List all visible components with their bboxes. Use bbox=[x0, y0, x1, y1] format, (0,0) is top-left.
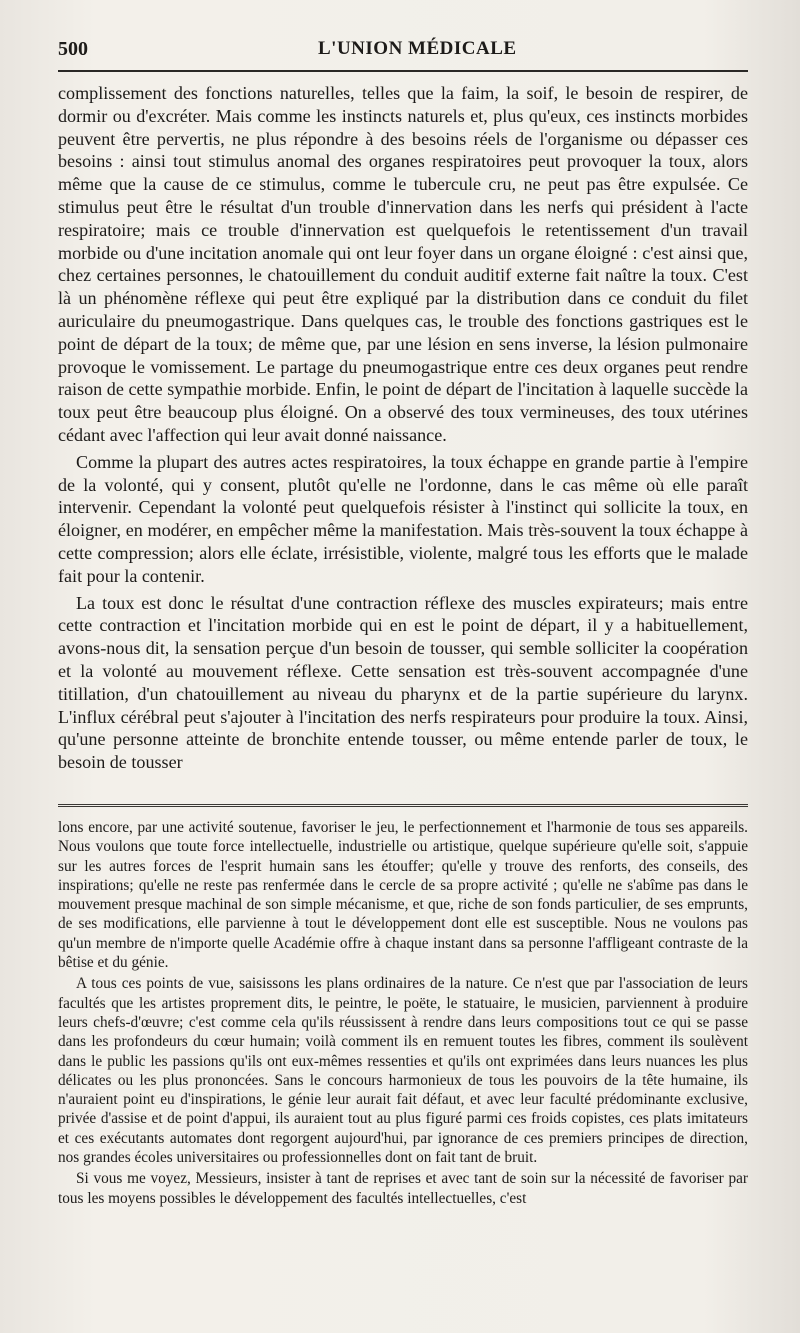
main-paragraph: Comme la plupart des autres actes respiratoires, la toux échappe en grande partie à l'empire de la volonté, qui y consent, plutôt qu'elle ne l'ordonne, dans le cas même où elle paraît intervenir. Cependant la volonté peut quelquefois résister à l'instinct qui sollicite la toux, en éloigner, en modérer, en empêcher même la manifestation. Mais très-souvent la toux échappe à cette compression; alors elle éclate, irrésistible, violente, malgré tous les efforts que le malade fait pour la contenir. bbox=[58, 451, 748, 586]
main-paragraph: complissement des fonctions naturelles, telles que la faim, la soif, le besoin de respirer, de dormir ou d'excréter. Mais comme les instincts naturels et, plus qu'eux, ces instincts morbides peuvent être pervertis, ne plus répondre à des besoins réels de l'organisme ou dépasser ces besoins : ainsi tout stimulus anomal des organes respiratoires peut provoquer la toux, alors même que la cause de ce stimulus, comme le tubercule cru, ne peut pas être expulsée. Ce stimulus peut être le résultat d'un trouble d'innervation dans les nerfs qui président à l'acte respiratoire; mais ce trouble d'innervation est quelquefois le retentissement d'un travail morbide ou d'une incitation anomale qui ont leur foyer dans un organe éloigné : c'est ainsi que, chez certaines personnes, le chatouillement du conduit auditif externe fait naître la toux. C'est là un phénomène réflexe qui peut être expliqué par la distribution dans ce conduit du filet auriculaire du pneumogastrique. Dans quelques cas, le trouble des fonctions gastriques est le point de départ de la toux; de même que, par une lésion en sens inverse, la lésion pulmonaire provoque le vomissement. Le partage du pneumogastrique entre ces deux organes peut rendre raison de cette sympathie morbide. Enfin, le point de départ de l'incitation à laquelle succède la toux peut être beaucoup plus éloigné. On a observé des toux vermineuses, des toux utérines cédant avec l'affection qui leur avait donné naissance. bbox=[58, 83, 748, 445]
journal-title: L'UNION MÉDICALE bbox=[318, 38, 517, 59]
feuilleton-paragraph: lons encore, par une activité soutenue, favoriser le jeu, le perfectionnement et l'harmonie de tous ses appareils. Nous voulons que toute force intellectuelle, industrielle ou artistique, quelque supérieure qu'elle soit, s'appuie sur les autres forces de l'esprit humain sans les étouffer; qu'elle y trouve des renforts, des conseils, des inspirations; qu'elle ne reste pas renfermée dans le cercle de sa propre activité ; qu'elle ne s'abîme pas dans le mouvement presque machinal de son simple mécanisme, et que, riche de son fonds particulier, de ses emprunts, de ses modifications, elle parvienne à tout le développement dont elle est susceptible. Nous ne voulons pas qu'un membre de n'importe quelle Académie offre à chaque instant dans sa personne l'affligeant contraste de la bêtise et du génie. bbox=[58, 819, 748, 972]
main-paragraph: La toux est donc le résultat d'une contraction réflexe des muscles expirateurs; mais entre cette contraction et l'incitation morbide qui en est le point de départ, il y a habituellement, avons-nous dit, la sensation perçue d'un besoin de tousser, qui semble solliciter la coopération et la volonté au mouvement réflexe. Cette sensation est très-souvent accompagnée d'une titillation, d'un chatouillement au niveau du pharynx et de la partie supérieure du larynx. L'influx cérébral peut s'ajouter à l'incitation des nerfs respirateurs pour produire la toux. Ainsi, qu'une personne atteinte de bronchite entende tousser, ou même entende parler de toux, le besoin de tousser bbox=[58, 592, 748, 773]
feuilleton-separator bbox=[58, 804, 748, 807]
feuilleton-text bbox=[58, 818, 748, 1208]
main-article-text bbox=[58, 82, 748, 774]
page-number: 500 bbox=[58, 38, 88, 60]
feuilleton-paragraph: A tous ces points de vue, saisissons les plans ordinaires de la nature. Ce n'est que par l'association de leurs facultés que les artistes proprement dits, le peintre, le poëte, le statuaire, le musicien, parviennent à produire leurs chefs-d'œuvre; c'est comme cela qu'ils réussissent à rendre dans leurs compositions tout ce qui se passe dans les profondeurs du cœur humain; voilà comment ils en remuent toutes les fibres, comment ils soulèvent dans le public les passions qu'ils ont eux-mêmes ressenties et qu'ils ont exprimées dans leurs nuances les plus délicates ou les plus prononcées. Sans le concours harmonieux de tous les pouvoirs de la tête humaine, ils n'auraient point eu d'inspirations, le génie leur aurait fait défaut, et avec leur faculté prédominante exclusive, privée d'assise et de point d'appui, ils auraient tout au plus figuré parmi ces froids copistes, ces plats imitateurs et ces exécutants automates dont regorgent aujourd'hui, par ignorance de ces premiers principes de direction, nos grandes écoles universitaires ou professionnelles dont on fait tant de bruit. bbox=[58, 975, 748, 1167]
header-rule bbox=[58, 70, 748, 72]
feuilleton-paragraph: Si vous me voyez, Messieurs, insister à tant de reprises et avec tant de soin sur la nécessité de favoriser par tous les moyens possibles le développement des facultés intellectuelles, c'est bbox=[58, 1170, 748, 1207]
page-header bbox=[58, 34, 748, 68]
